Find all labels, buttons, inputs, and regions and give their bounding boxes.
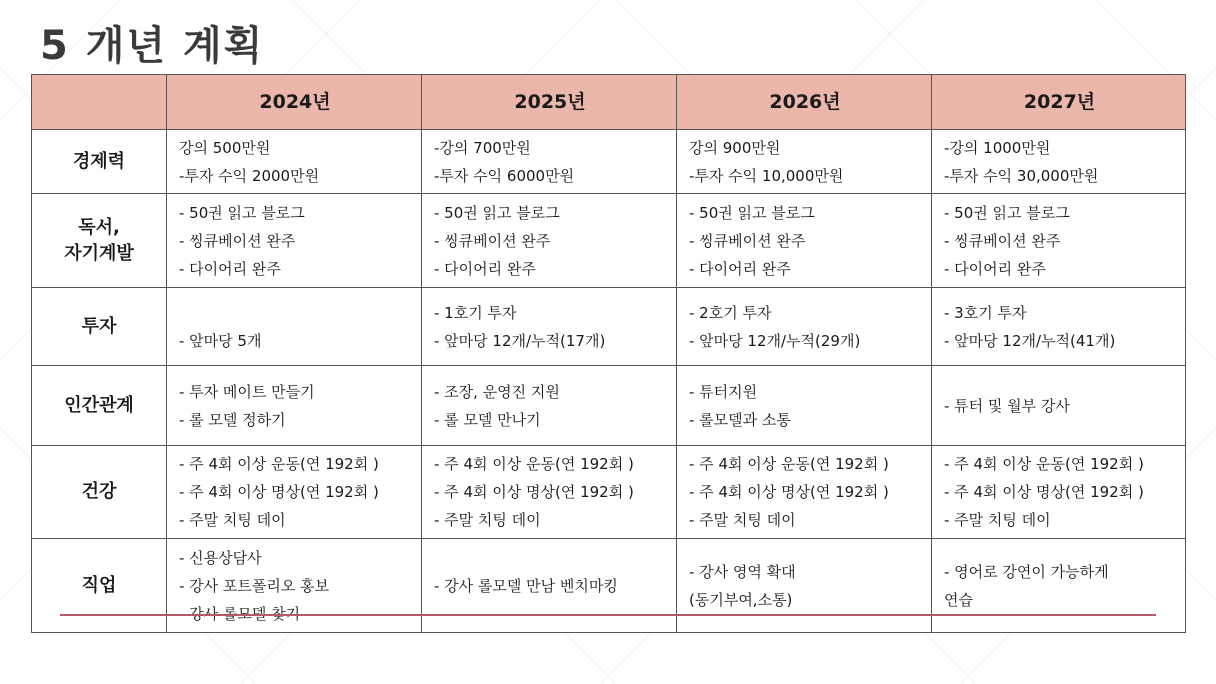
cell-line: 강의 900만원: [689, 138, 781, 157]
cell-line: - 롤 모델 만나기: [434, 410, 541, 429]
cell-line: - 앞마당 12개/누적(29개): [689, 331, 861, 350]
row-label-line: 건강: [81, 481, 117, 502]
cell-line: - 50권 읽고 블로그: [179, 203, 305, 222]
five-year-plan-table: [31, 74, 1186, 633]
table-row: [32, 130, 1186, 194]
row-label: [32, 539, 167, 633]
plan-cell: [932, 366, 1186, 446]
plan-cell: [932, 194, 1186, 288]
plan-cell: [167, 539, 422, 633]
table-row: [32, 194, 1186, 288]
cell-line: -강의 700만원: [434, 138, 531, 157]
row-label-line: 자기계발: [64, 242, 134, 264]
row-label-line: 독서,: [78, 216, 120, 238]
plan-cell: [167, 446, 422, 539]
cell-line: - 앞마당 12개/누적(41개): [944, 331, 1116, 350]
plan-cell: [932, 446, 1186, 539]
cell-line: - 1호기 투자: [434, 303, 517, 322]
cell-line: - 조장, 운영진 지원: [434, 382, 560, 401]
plan-cell: [422, 288, 677, 366]
cell-line: - 영어로 강연이 가능하게: [944, 562, 1109, 581]
cell-line: - 강사 롤모델 찾기: [179, 604, 301, 623]
cell-line: 연습: [944, 590, 973, 609]
cell-line: - 주 4회 이상 명상(연 192회 ): [434, 483, 634, 501]
cell-line: - 50권 읽고 블로그: [434, 203, 560, 222]
plan-cell: [677, 539, 932, 633]
table-row: [32, 288, 1186, 366]
cell-line: - 씽큐베이션 완주: [944, 231, 1061, 250]
cell-line: - 앞마당 5개: [179, 331, 262, 350]
plan-cell: [677, 194, 932, 288]
table-body: [32, 130, 1186, 633]
cell-line: (동기부여,소통): [689, 590, 793, 609]
cell-line: - 롤 모델 정하기: [179, 410, 286, 429]
cell-line: -강의 1000만원: [944, 138, 1051, 157]
cell-line: - 롤모델과 소통: [689, 410, 791, 429]
cell-line: - 3호기 투자: [944, 303, 1027, 322]
cell-line: - 앞마당 12개/누적(17개): [434, 331, 606, 350]
row-label: [32, 446, 167, 539]
cell-line: - 씽큐베이션 완주: [689, 231, 806, 250]
plan-cell: [932, 288, 1186, 366]
cell-line: -투자 수익 6000만원: [434, 166, 575, 185]
cell-line: [179, 299, 411, 327]
table-row: [32, 366, 1186, 446]
cell-line: - 강사 롤모델 만남 벤치마킹: [434, 576, 618, 595]
plan-cell: [677, 130, 932, 194]
cell-line: - 주 4회 이상 운동(연 192회 ): [944, 455, 1144, 473]
cell-line: - 50권 읽고 블로그: [944, 203, 1070, 222]
cell-line: - 주 4회 이상 운동(연 192회 ): [434, 455, 634, 473]
plan-cell: [677, 366, 932, 446]
cell-line: - 신용상담사: [179, 548, 262, 567]
plan-cell: [422, 194, 677, 288]
cell-line: - 튜터 및 월부 강사: [944, 396, 1070, 415]
table-row: [32, 539, 1186, 633]
cell-line: - 다이어리 완주: [944, 259, 1046, 278]
cell-line: - 씽큐베이션 완주: [434, 231, 551, 250]
cell-line: - 강사 영역 확대: [689, 562, 796, 581]
cell-line: - 투자 메이트 만들기: [179, 382, 315, 401]
header-corner: [32, 75, 167, 130]
row-label: [32, 288, 167, 366]
year-header: 2024년: [167, 75, 422, 130]
table-row: [32, 446, 1186, 539]
cell-line: 강의 500만원: [179, 138, 271, 157]
row-label-line: 투자: [81, 315, 117, 337]
plan-cell: [422, 446, 677, 539]
cell-line: - 2호기 투자: [689, 303, 772, 322]
cell-line: - 주말 치팅 데이: [689, 511, 796, 529]
cell-line: - 다이어리 완주: [179, 259, 281, 278]
cell-line: - 다이어리 완주: [689, 259, 791, 278]
row-label: [32, 194, 167, 288]
cell-line: - 주 4회 이상 운동(연 192회 ): [689, 455, 889, 473]
plan-cell: [167, 288, 422, 366]
plan-cell: [422, 539, 677, 633]
row-label-line: 인간관계: [64, 394, 134, 416]
row-label-line: 직업: [81, 574, 117, 596]
plan-cell: [422, 130, 677, 194]
cell-line: - 주말 치팅 데이: [944, 511, 1051, 529]
cell-line: - 주 4회 이상 운동(연 192회 ): [179, 455, 379, 473]
header-row: [32, 75, 1186, 130]
cell-line: -투자 수익 2000만원: [179, 166, 320, 185]
cell-line: - 강사 포트폴리오 홍보: [179, 576, 330, 595]
plan-cell: [677, 446, 932, 539]
accent-line: [60, 614, 1156, 616]
cell-line: - 다이어리 완주: [434, 259, 536, 278]
plan-cell: [677, 288, 932, 366]
cell-line: - 씽큐베이션 완주: [179, 231, 296, 250]
cell-line: - 주말 치팅 데이: [434, 511, 541, 529]
cell-line: -투자 수익 10,000만원: [689, 166, 844, 185]
row-label: [32, 130, 167, 194]
cell-line: -투자 수익 30,000만원: [944, 166, 1099, 185]
cell-line: - 주 4회 이상 명상(연 192회 ): [944, 483, 1144, 501]
plan-cell: [422, 366, 677, 446]
plan-cell: [167, 366, 422, 446]
cell-line: - 주 4회 이상 명상(연 192회 ): [179, 483, 379, 501]
cell-line: - 주 4회 이상 명상(연 192회 ): [689, 483, 889, 501]
row-label-line: 경제력: [72, 150, 126, 172]
plan-cell: [167, 194, 422, 288]
cell-line: - 튜터지원: [689, 382, 758, 401]
year-header: 2026년: [677, 75, 932, 130]
row-label: [32, 366, 167, 446]
plan-cell: [932, 130, 1186, 194]
plan-cell: [167, 130, 422, 194]
year-header: 2027년: [932, 75, 1186, 130]
cell-line: - 50권 읽고 블로그: [689, 203, 815, 222]
cell-line: - 주말 치팅 데이: [179, 511, 286, 529]
year-header: 2025년: [422, 75, 677, 130]
page-title: 5 개년 계획: [40, 23, 265, 69]
plan-cell: [932, 539, 1186, 633]
